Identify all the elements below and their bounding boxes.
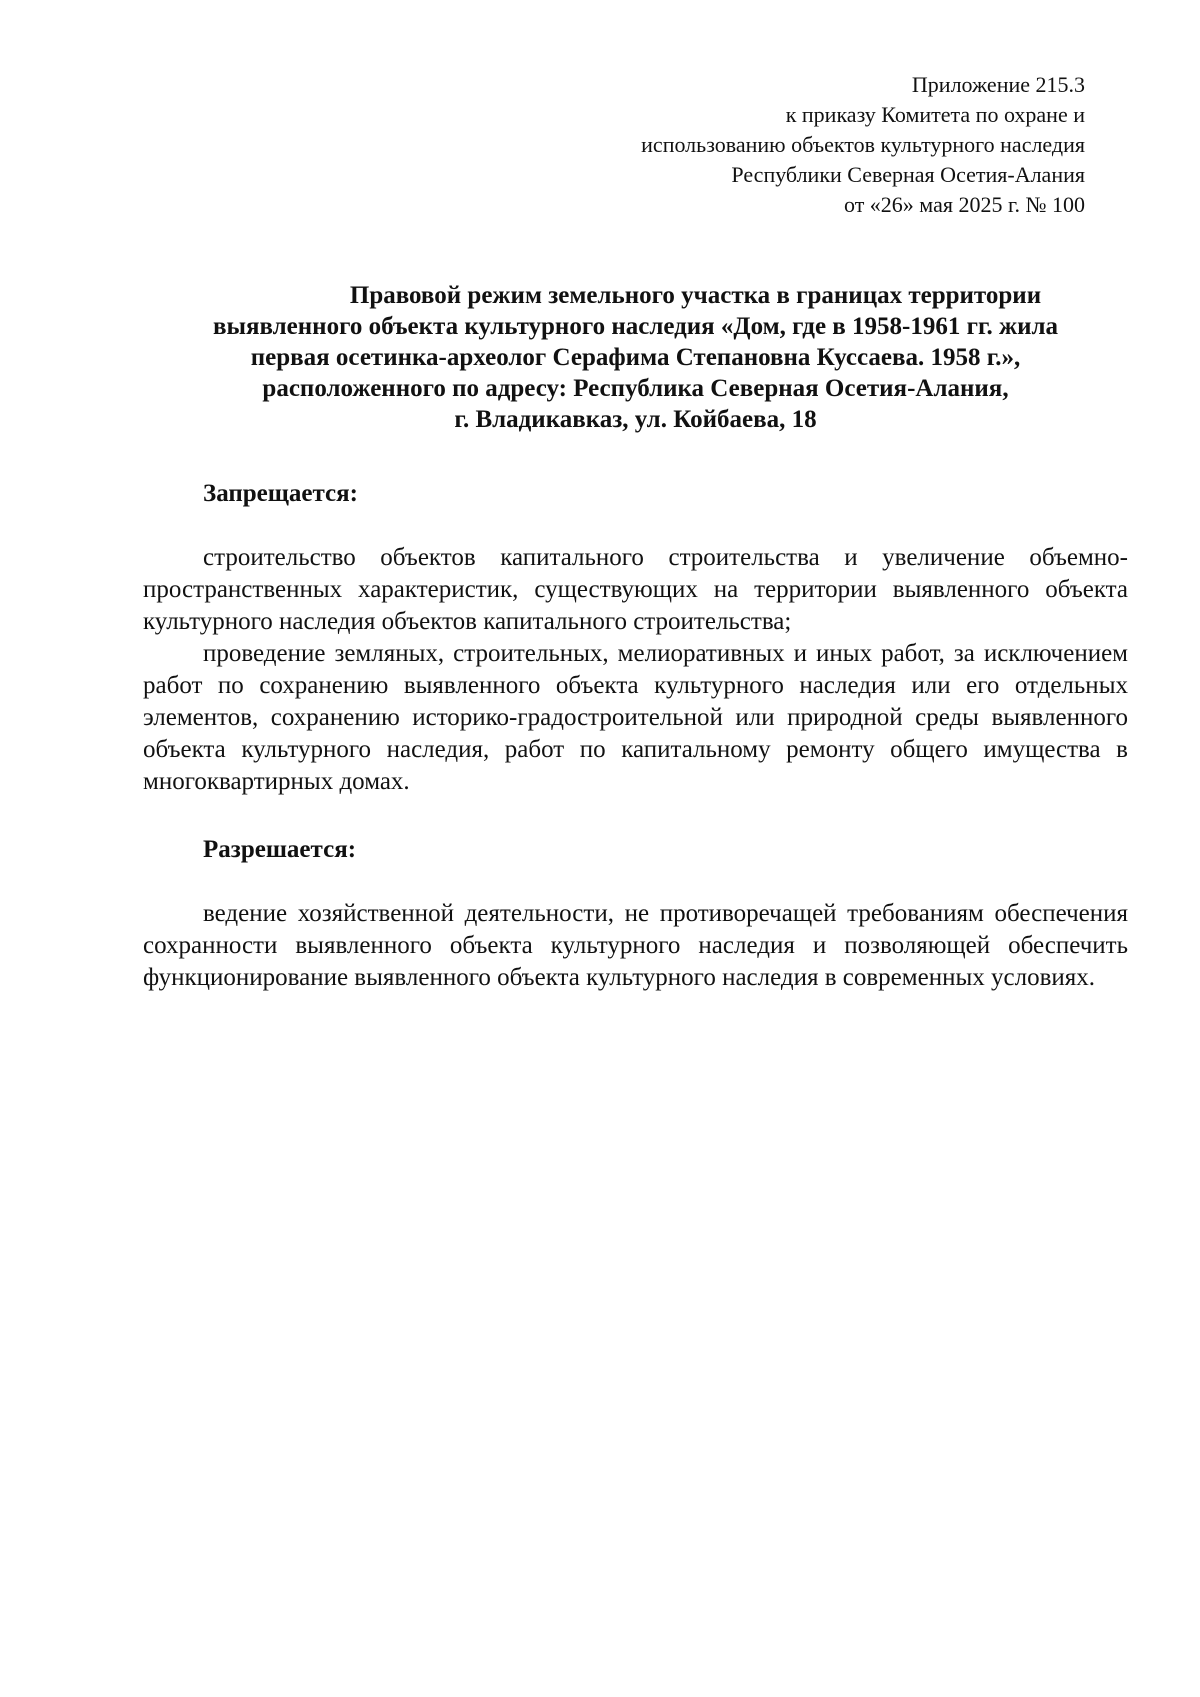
allowed-paragraph: ведение хозяйственной деятельности, не противоречащей требованиям обеспечения сохранности выявленного объекта культурного наследия и позволяющей обеспечить функционирование выявленного объекта культурного наследия в современных условиях.: [143, 900, 1128, 991]
title-line: Правовой режим земельного участка в границах территории: [349, 282, 1042, 309]
committee-name-line: использованию объектов культурного наследия: [641, 132, 1085, 157]
forbidden-heading: Запрещается:: [203, 480, 359, 507]
title-line: расположенного по адресу: Республика Северная Осетия-Алания,: [262, 375, 1009, 402]
title-line: г. Владикавказ, ул. Койбаева, 18: [454, 406, 817, 433]
allowed-section: [143, 898, 1128, 994]
forbidden-paragraph: проведение земляных, строительных, мелиоративных и иных работ, за исключением работ по сохранению выявленного объекта культурного наследия или его отдельных элементов, сохранению историко-градостроительной или природной среды выявленного объекта культурного наследия, работ по капитальному ремонту общего имущества в многоквартирных домах.: [143, 640, 1128, 795]
forbidden-paragraph: строительство объектов капитального строительства и увеличение объемно-пространственных характеристик, существующих на территории выявленного объекта культурного наследия объектов капитального строительства;: [143, 544, 1128, 635]
title-line: первая осетинка-археолог Серафима Степановна Куссаева. 1958 г.»,: [250, 344, 1021, 371]
order-date-number: от «26» мая 2025 г. № 100: [843, 192, 1085, 217]
title-line: выявленного объекта культурного наследия «Дом, где в 1958-1961 гг. жила: [212, 313, 1059, 340]
forbidden-section: [143, 542, 1128, 798]
appendix-header: [525, 70, 1085, 220]
republic-name-line: Республики Северная Осетия-Алания: [731, 162, 1085, 187]
order-reference-line: к приказу Комитета по охране и: [785, 102, 1085, 127]
document-title: [143, 280, 1128, 435]
appendix-number: Приложение 215.3: [911, 72, 1085, 97]
allowed-heading: Разрешается:: [203, 836, 357, 863]
